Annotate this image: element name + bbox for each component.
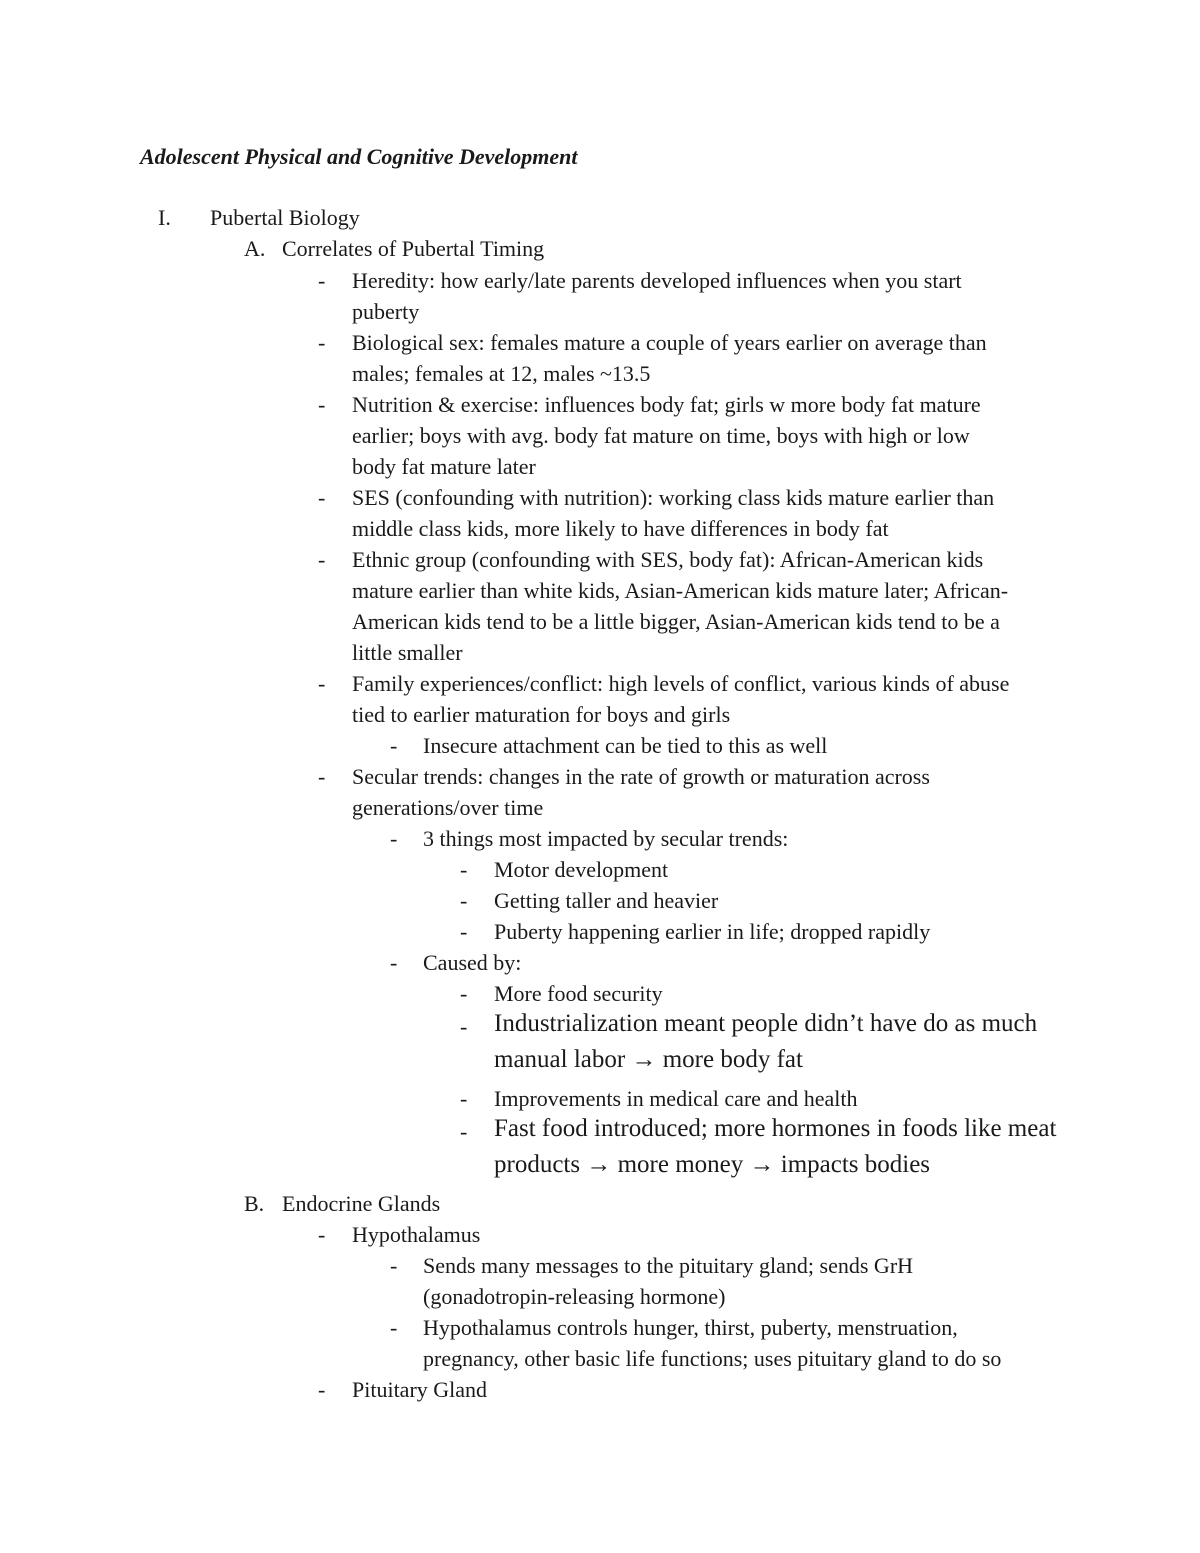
outline-text: Ethnic group (confounding with SES, body fat): African-American kids: [352, 547, 984, 572]
outline-text: (gonadotropin-releasing hormone): [423, 1284, 726, 1309]
outline-text: Fast food introduced; more hormones in foods like meat: [494, 1115, 1057, 1142]
outline-text: products → more money → impacts bodies: [494, 1151, 931, 1178]
bullet-dash: -: [460, 1014, 468, 1039]
bullet-dash: -: [460, 981, 468, 1006]
outline-text: Secular trends: changes in the rate of growth or maturation across: [352, 764, 930, 789]
bullet-dash: -: [318, 547, 326, 572]
bullet-dash: -: [460, 919, 468, 944]
outline-text: Getting taller and heavier: [494, 888, 719, 913]
outline-marker: I.: [158, 205, 171, 230]
outline-text: Biological sex: females mature a couple of years earlier on average than: [352, 330, 987, 355]
outline-marker: A.: [244, 236, 266, 261]
outline-text: 3 things most impacted by secular trends:: [423, 826, 789, 851]
outline-text: Family experiences/conflict: high levels of conflict, various kinds of abuse: [352, 671, 1010, 696]
outline-text: Insecure attachment can be tied to this as well: [423, 733, 828, 758]
outline-text: pregnancy, other basic life functions; uses pituitary gland to do so: [423, 1346, 1002, 1371]
outline-text: Sends many messages to the pituitary gland; sends GrH: [423, 1253, 914, 1278]
bullet-dash: -: [390, 733, 398, 758]
outline-text: Heredity: how early/late parents developed influences when you start: [352, 268, 962, 293]
outline-text: Improvements in medical care and health: [494, 1086, 858, 1111]
outline-text: puberty: [352, 299, 420, 324]
outline-text: More food security: [494, 981, 663, 1006]
outline-text: Puberty happening earlier in life; dropped rapidly: [494, 919, 931, 944]
bullet-dash: -: [390, 950, 398, 975]
outline-text: Pubertal Biology: [210, 205, 360, 230]
bullet-dash: -: [318, 330, 326, 355]
outline-text: Caused by:: [423, 950, 522, 975]
outline-text: males; females at 12, males ~13.5: [352, 361, 651, 386]
outline-text: middle class kids, more likely to have differences in body fat: [352, 516, 889, 541]
outline-text: earlier; boys with avg. body fat mature on time, boys with high or low: [352, 423, 970, 448]
outline-text: mature earlier than white kids, Asian-American kids mature later; African-: [352, 578, 1009, 603]
bullet-dash: -: [390, 1253, 398, 1278]
bullet-dash: -: [318, 485, 326, 510]
bullet-dash: -: [460, 888, 468, 913]
outline-text: Hypothalamus controls hunger, thirst, puberty, menstruation,: [423, 1315, 958, 1340]
outline-text: body fat mature later: [352, 454, 536, 479]
outline-text: SES (confounding with nutrition): working class kids mature earlier than: [352, 485, 995, 510]
bullet-dash: -: [390, 826, 398, 851]
outline-marker: B.: [244, 1191, 265, 1216]
bullet-dash: -: [460, 1086, 468, 1111]
outline-text: manual labor → more body fat: [494, 1046, 803, 1073]
outline-text: Endocrine Glands: [282, 1191, 441, 1216]
bullet-dash: -: [318, 764, 326, 789]
bullet-dash: -: [318, 1222, 326, 1247]
bullet-dash: -: [318, 671, 326, 696]
outline-text: Correlates of Pubertal Timing: [282, 236, 545, 261]
outline-text: generations/over time: [352, 795, 544, 820]
bullet-dash: -: [460, 1119, 468, 1144]
bullet-dash: -: [318, 392, 326, 417]
bullet-dash: -: [390, 1315, 398, 1340]
bullet-dash: -: [460, 857, 468, 882]
outline-text: Pituitary Gland: [352, 1377, 488, 1402]
outline-text: Nutrition & exercise: influences body fat; girls w more body fat mature: [352, 392, 981, 417]
outline-text: Hypothalamus: [352, 1222, 481, 1247]
outline-text: Industrialization meant people didn’t have do as much: [494, 1010, 1038, 1037]
outline-text: American kids tend to be a little bigger, Asian-American kids tend to be a: [352, 609, 1000, 634]
outline-text: tied to earlier maturation for boys and girls: [352, 702, 731, 727]
bullet-dash: -: [318, 1377, 326, 1402]
outline-text: little smaller: [352, 640, 463, 665]
document-title: Adolescent Physical and Cognitive Development: [140, 144, 578, 169]
bullet-dash: -: [318, 268, 326, 293]
outline-text: Motor development: [494, 857, 669, 882]
